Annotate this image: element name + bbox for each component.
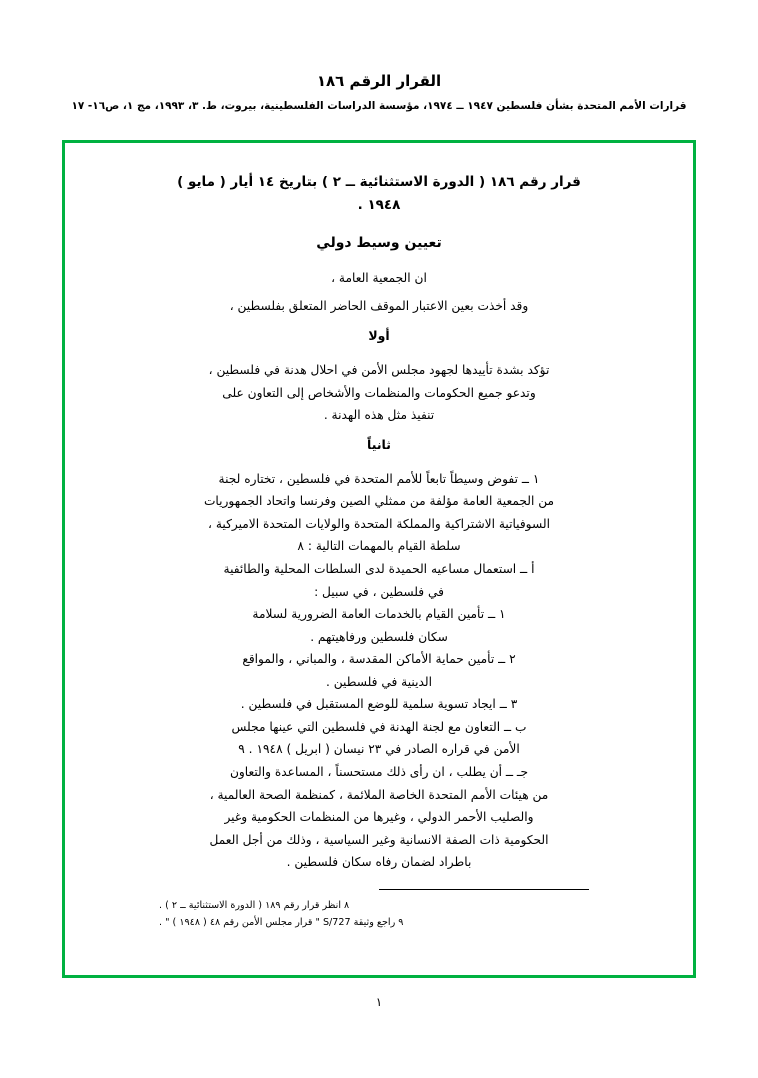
item-1-line-1: ١ ــ تفوض وسيطاً تابعاً للأمم المتحدة في فلسطين ، تختاره لجنة (218, 471, 540, 486)
item-c-line-1: جـ ــ أن يطلب ، ان رأى ذلك مستحسناً ، المساعدة والتعاون (229, 765, 529, 779)
source-citation: قرارات الأمم المتحدة بشأن فلسطين ١٩٤٧ ــ ١٩٧٤، مؤسسة الدراسات الفلسطينية، بيروت، ط. ٣، ١٩٩٣، مج ١، ص١٦- ١٧ (71, 100, 687, 112)
resolution-body (89, 159, 669, 965)
item-c-line-2: من هيئات الأمم المتحدة الخاصة الملائمة ، كمنظمة الصحة العالمية ، (209, 787, 549, 802)
section-one-line-1: تؤكد بشدة تأييدها لجهود مجلس الأمن في احلال هدنة في فلسطين ، (208, 363, 550, 377)
item-c-line-4: الحكومية ذات الصفة الانسانية وغير السياسية ، وذلك من أجل العمل (209, 832, 549, 847)
item-1-line-3: السوفياتية الاشتراكية والمملكة المتحدة والولايات المتحدة الاميركية ، (208, 516, 550, 531)
preamble-line-1: ان الجمعية العامة ، (331, 270, 427, 285)
resolution-heading (89, 171, 669, 217)
sub-item-2-line-1: ٢ ــ تأمين حماية الأماكن المقدسة ، والمباني ، والمواقع (242, 652, 516, 667)
sub-item-1-line-2: سكان فلسطين ورفاهيتهم . (310, 629, 448, 644)
resolution-heading-line-2: ١٩٤٨ . (357, 196, 401, 213)
sub-item-1-line-1: ١ ــ تأمين القيام بالخدمات العامة الضرورية لسلامة (252, 607, 506, 622)
sub-item-3-line-1: ٣ ــ ايجاد تسوية سلمية للوضع المستقبل في فلسطين . (240, 697, 518, 712)
item-c-line-3: والصليب الأحمر الدولي ، وغيرها من المنظمات الحكومية وغير (224, 810, 534, 825)
section-two-block (89, 468, 669, 874)
item-b-line-2: الأمن في قراره الصادر في ٢٣ نيسان ( ابريل ) ١٩٤٨ . ٩ (238, 742, 520, 757)
bordered-content-frame (62, 140, 696, 978)
page-title: القرار الرقم ١٨٦ (316, 72, 442, 90)
resolution-heading-line-1: قرار رقم ١٨٦ ( الدورة الاستثنائية ــ ٢ ) بتاريخ ١٤ أيار ( مايو ) (177, 174, 581, 190)
preamble-block (89, 267, 669, 318)
item-b-line-1: ب ــ التعاون مع لجنة الهدنة في فلسطين التي عينها مجلس (231, 719, 527, 734)
document-header (0, 0, 758, 112)
section-two-label: ثانياً (367, 436, 391, 452)
resolution-subject: تعيين وسيط دولي (316, 234, 442, 251)
item-c-line-5: باطراد لضمان رفاه سكان فلسطين . (286, 855, 472, 870)
footnotes-block (129, 889, 629, 931)
section-one-block (89, 359, 669, 427)
section-one-line-2: وتدعو جميع الحكومات والمنظمات والأشخاص إلى التعاون على (222, 385, 536, 400)
footnote-8: ٨ انظر قرار رقم ١٨٩ ( الدورة الاستثنائية ــ ٢ ) . (159, 900, 350, 912)
sub-item-2-line-2: الدينية في فلسطين . (326, 674, 432, 689)
page-number: ١ (375, 995, 383, 1009)
preamble-line-2: وقد أخذت بعين الاعتبار الموقف الحاضر المتعلق بفلسطين ، (229, 299, 529, 314)
section-one-line-3: تنفيذ مثل هذه الهدنة . (323, 408, 435, 423)
item-a-line-1: أ ــ استعمال مساعيه الحميدة لدى السلطات المحلية والطائفية (223, 561, 535, 576)
item-1-line-4: سلطة القيام بالمهمات التالية : ٨ (297, 539, 461, 554)
section-one-label: أولا (368, 328, 390, 343)
item-a-line-2: في فلسطين ، في سبيل : (314, 584, 444, 599)
footnote-divider (379, 889, 589, 890)
footnote-9: ٩ راجع وثيقة S/727 " قرار مجلس الأمن رقم ٤٨ ( ١٩٤٨ ) " . (159, 916, 404, 928)
item-1-line-2: من الجمعية العامة مؤلفة من ممثلي الصين وفرنسا واتحاد الجمهوريات (203, 494, 555, 509)
